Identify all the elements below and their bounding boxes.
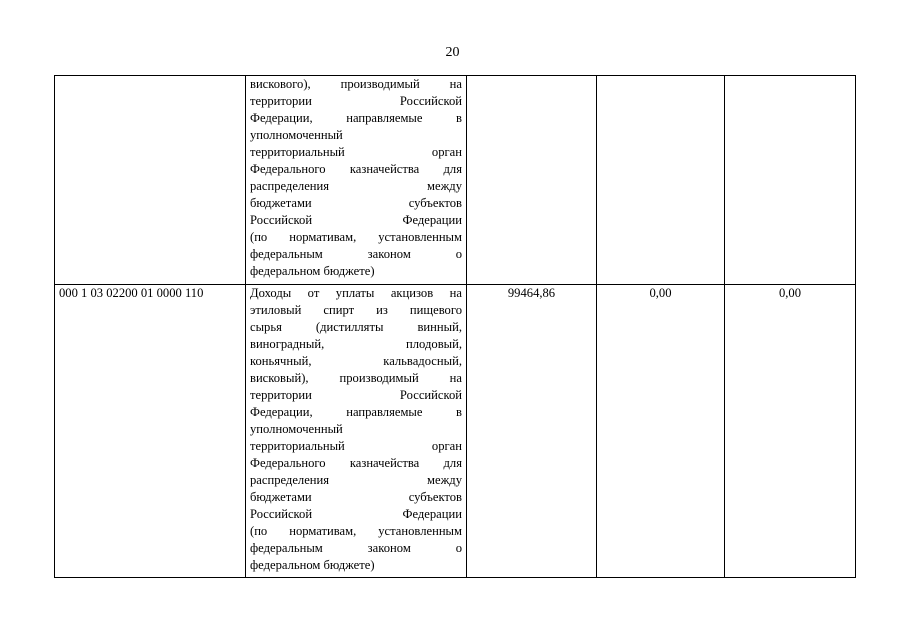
description-line: вискового), производимый на [250, 77, 462, 91]
table-row [55, 76, 856, 285]
value-cell-1: 99464,86 [467, 285, 597, 578]
description-cell [246, 285, 467, 578]
value-cell-2: 0,00 [597, 285, 725, 578]
budget-code-cell: 000 1 03 02200 01 0000 110 [55, 285, 246, 578]
description-line: территории Российской [250, 388, 462, 402]
description-line: виноградный, плодовый, [250, 337, 462, 351]
description-line: Доходы от уплаты акцизов на [250, 286, 462, 300]
description-line: уполномоченный [250, 128, 343, 142]
description-line: Федерации, направляемые в [250, 405, 462, 419]
description-line: федеральным законом о [250, 541, 462, 555]
description-line: федеральным законом о [250, 247, 462, 261]
description-line: бюджетами субъектов [250, 490, 462, 504]
description-line: этиловый спирт из пищевого [250, 303, 462, 317]
description-line: (по нормативам, установленным [250, 230, 462, 244]
description-line: распределения между [250, 179, 462, 193]
description-cell [246, 76, 467, 285]
value-cell-1 [467, 76, 597, 285]
description-line: Федерации, направляемые в [250, 111, 462, 125]
description-line: распределения между [250, 473, 462, 487]
description-line: территориальный орган [250, 439, 462, 453]
description-line: Федерального казначейства для [250, 162, 462, 176]
description-line: федеральном бюджете) [250, 264, 375, 278]
description-line: территории Российской [250, 94, 462, 108]
description-line: Российской Федерации [250, 507, 462, 521]
value-cell-3 [725, 76, 856, 285]
budget-code-cell [55, 76, 246, 285]
description-line: (по нормативам, установленным [250, 524, 462, 538]
description-line: уполномоченный [250, 422, 343, 436]
description-line: Российской Федерации [250, 213, 462, 227]
description-line: территориальный орган [250, 145, 462, 159]
description-line: федеральном бюджете) [250, 558, 375, 572]
value-cell-3: 0,00 [725, 285, 856, 578]
value-cell-2 [597, 76, 725, 285]
description-line: коньячный, кальвадосный, [250, 354, 462, 368]
revenue-table [54, 75, 856, 578]
page-number: 20 [445, 45, 460, 60]
table-row [55, 285, 856, 578]
description-line: висковый), производимый на [250, 371, 462, 385]
description-line: сырья (дистилляты винный, [250, 320, 462, 334]
description-line: бюджетами субъектов [250, 196, 462, 210]
description-line: Федерального казначейства для [250, 456, 462, 470]
